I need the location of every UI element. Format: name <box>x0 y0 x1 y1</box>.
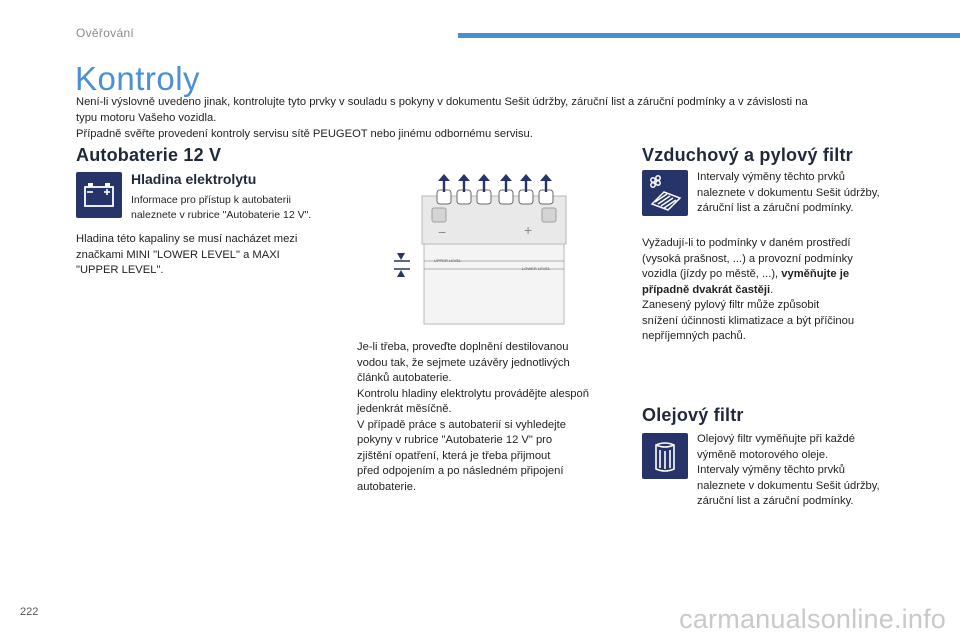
oil-filter-text <box>697 432 927 510</box>
text-part: . <box>770 283 774 296</box>
text-line: snížení účinnosti klimatizace a být příčinou <box>642 314 855 327</box>
battery-access-note <box>131 193 361 223</box>
page-title: Kontroly <box>75 60 201 97</box>
oil-filter-heading: Olejový filtr <box>642 405 744 425</box>
text-line: nepříjemných pachů. <box>642 330 746 342</box>
plus-terminal-label: + <box>524 222 533 238</box>
text-line: záruční list a záruční podmínky. <box>697 495 854 507</box>
text-line: Intervaly výměny těchto prvků <box>697 464 845 476</box>
text-line: vodou tak, že sejmete uzávěry jednotlivých <box>357 356 570 369</box>
text-part: vozidla (jízdy po městě, ...), <box>642 268 782 280</box>
section-label: Ověřování <box>76 26 135 40</box>
air-filter-intervals <box>697 170 927 217</box>
air-filter-heading: Vzduchový a pylový filtr <box>642 145 853 165</box>
text-line: Vyžadují-li to podmínky v daném prostředí <box>642 237 851 249</box>
air-filter-conditions <box>642 236 922 345</box>
battery-level-diagram <box>392 172 572 327</box>
text-line: značkami MINI "LOWER LEVEL" a MAXI <box>76 248 280 261</box>
minus-terminal-label: − <box>438 224 447 240</box>
text-line: zjištění opatření, která je třeba přijmout <box>357 449 551 462</box>
note-line: naleznete v rubrice "Autobaterie 12 V". <box>131 209 312 221</box>
watermark: carmanualsonline.info <box>679 604 946 634</box>
text-line: Hladina této kapaliny se musí nacházet mezi <box>76 233 298 245</box>
text-line: Kontrolu hladiny elektrolytu provádějte alespoň <box>357 387 589 400</box>
text-line: autobaterie. <box>357 480 417 493</box>
text-line: Intervaly výměny těchto prvků <box>697 171 845 183</box>
electrolyte-level-text <box>76 232 346 279</box>
text-line: článků autobaterie. <box>357 372 452 384</box>
upper-level-label: UPPER LEVEL <box>434 258 462 263</box>
battery-icon <box>76 172 122 218</box>
emphasis-text: případně dvakrát častěji <box>642 283 771 296</box>
text-line: Zanesený pylový filtr může způsobit <box>642 299 820 311</box>
lower-level-label: LOWER LEVEL <box>522 266 551 271</box>
air-filter-icon <box>642 170 688 216</box>
refill-instructions <box>357 340 627 495</box>
oil-filter-icon <box>642 433 688 479</box>
text-line: V případě práce s autobaterií si vyhledejte <box>357 418 566 431</box>
intro-line: Není-li výslovně uvedeno jinak, kontrolujte tyto prvky v souladu s pokyny v dokumentu Sešit údržby, záruční list a záruční podmínky a v závislosti na <box>76 96 808 108</box>
text-line: naleznete v dokumentu Sešit údržby, <box>697 186 880 199</box>
page-number: 222 <box>20 606 39 618</box>
text-line: záruční list a záruční podmínky. <box>697 202 854 214</box>
electrolyte-subheading: Hladina elektrolytu <box>131 171 257 187</box>
text-line: Olejový filtr vyměňujte při každé <box>697 433 855 445</box>
intro-text <box>76 94 906 142</box>
text-line <box>642 283 922 299</box>
text-line: naleznete v dokumentu Sešit údržby, <box>697 479 880 492</box>
header-accent-bar <box>458 33 960 38</box>
text-line <box>642 267 922 283</box>
text-line: před odpojením a po následném připojení <box>357 465 564 477</box>
emphasis-text: vyměňujte je <box>781 268 850 280</box>
text-line: "UPPER LEVEL". <box>76 264 164 276</box>
intro-line: Případně svěřte provedení kontroly servisu sítě PEUGEOT nebo jinému odbornému servisu. <box>76 128 533 140</box>
text-line: (vysoká prašnost, ...) a provozní podmínky <box>642 252 853 265</box>
text-line: pokyny v rubrice "Autobaterie 12 V" pro <box>357 434 553 446</box>
text-line: jedenkrát měsíčně. <box>357 403 452 415</box>
intro-line: typu motoru Vašeho vozidla. <box>76 112 217 124</box>
text-line: výměně motorového oleje. <box>697 448 829 461</box>
battery-heading: Autobaterie 12 V <box>76 145 222 165</box>
text-line: Je-li třeba, proveďte doplnění destilovanou <box>357 341 569 353</box>
note-line: Informace pro přístup k autobaterii <box>131 194 291 206</box>
